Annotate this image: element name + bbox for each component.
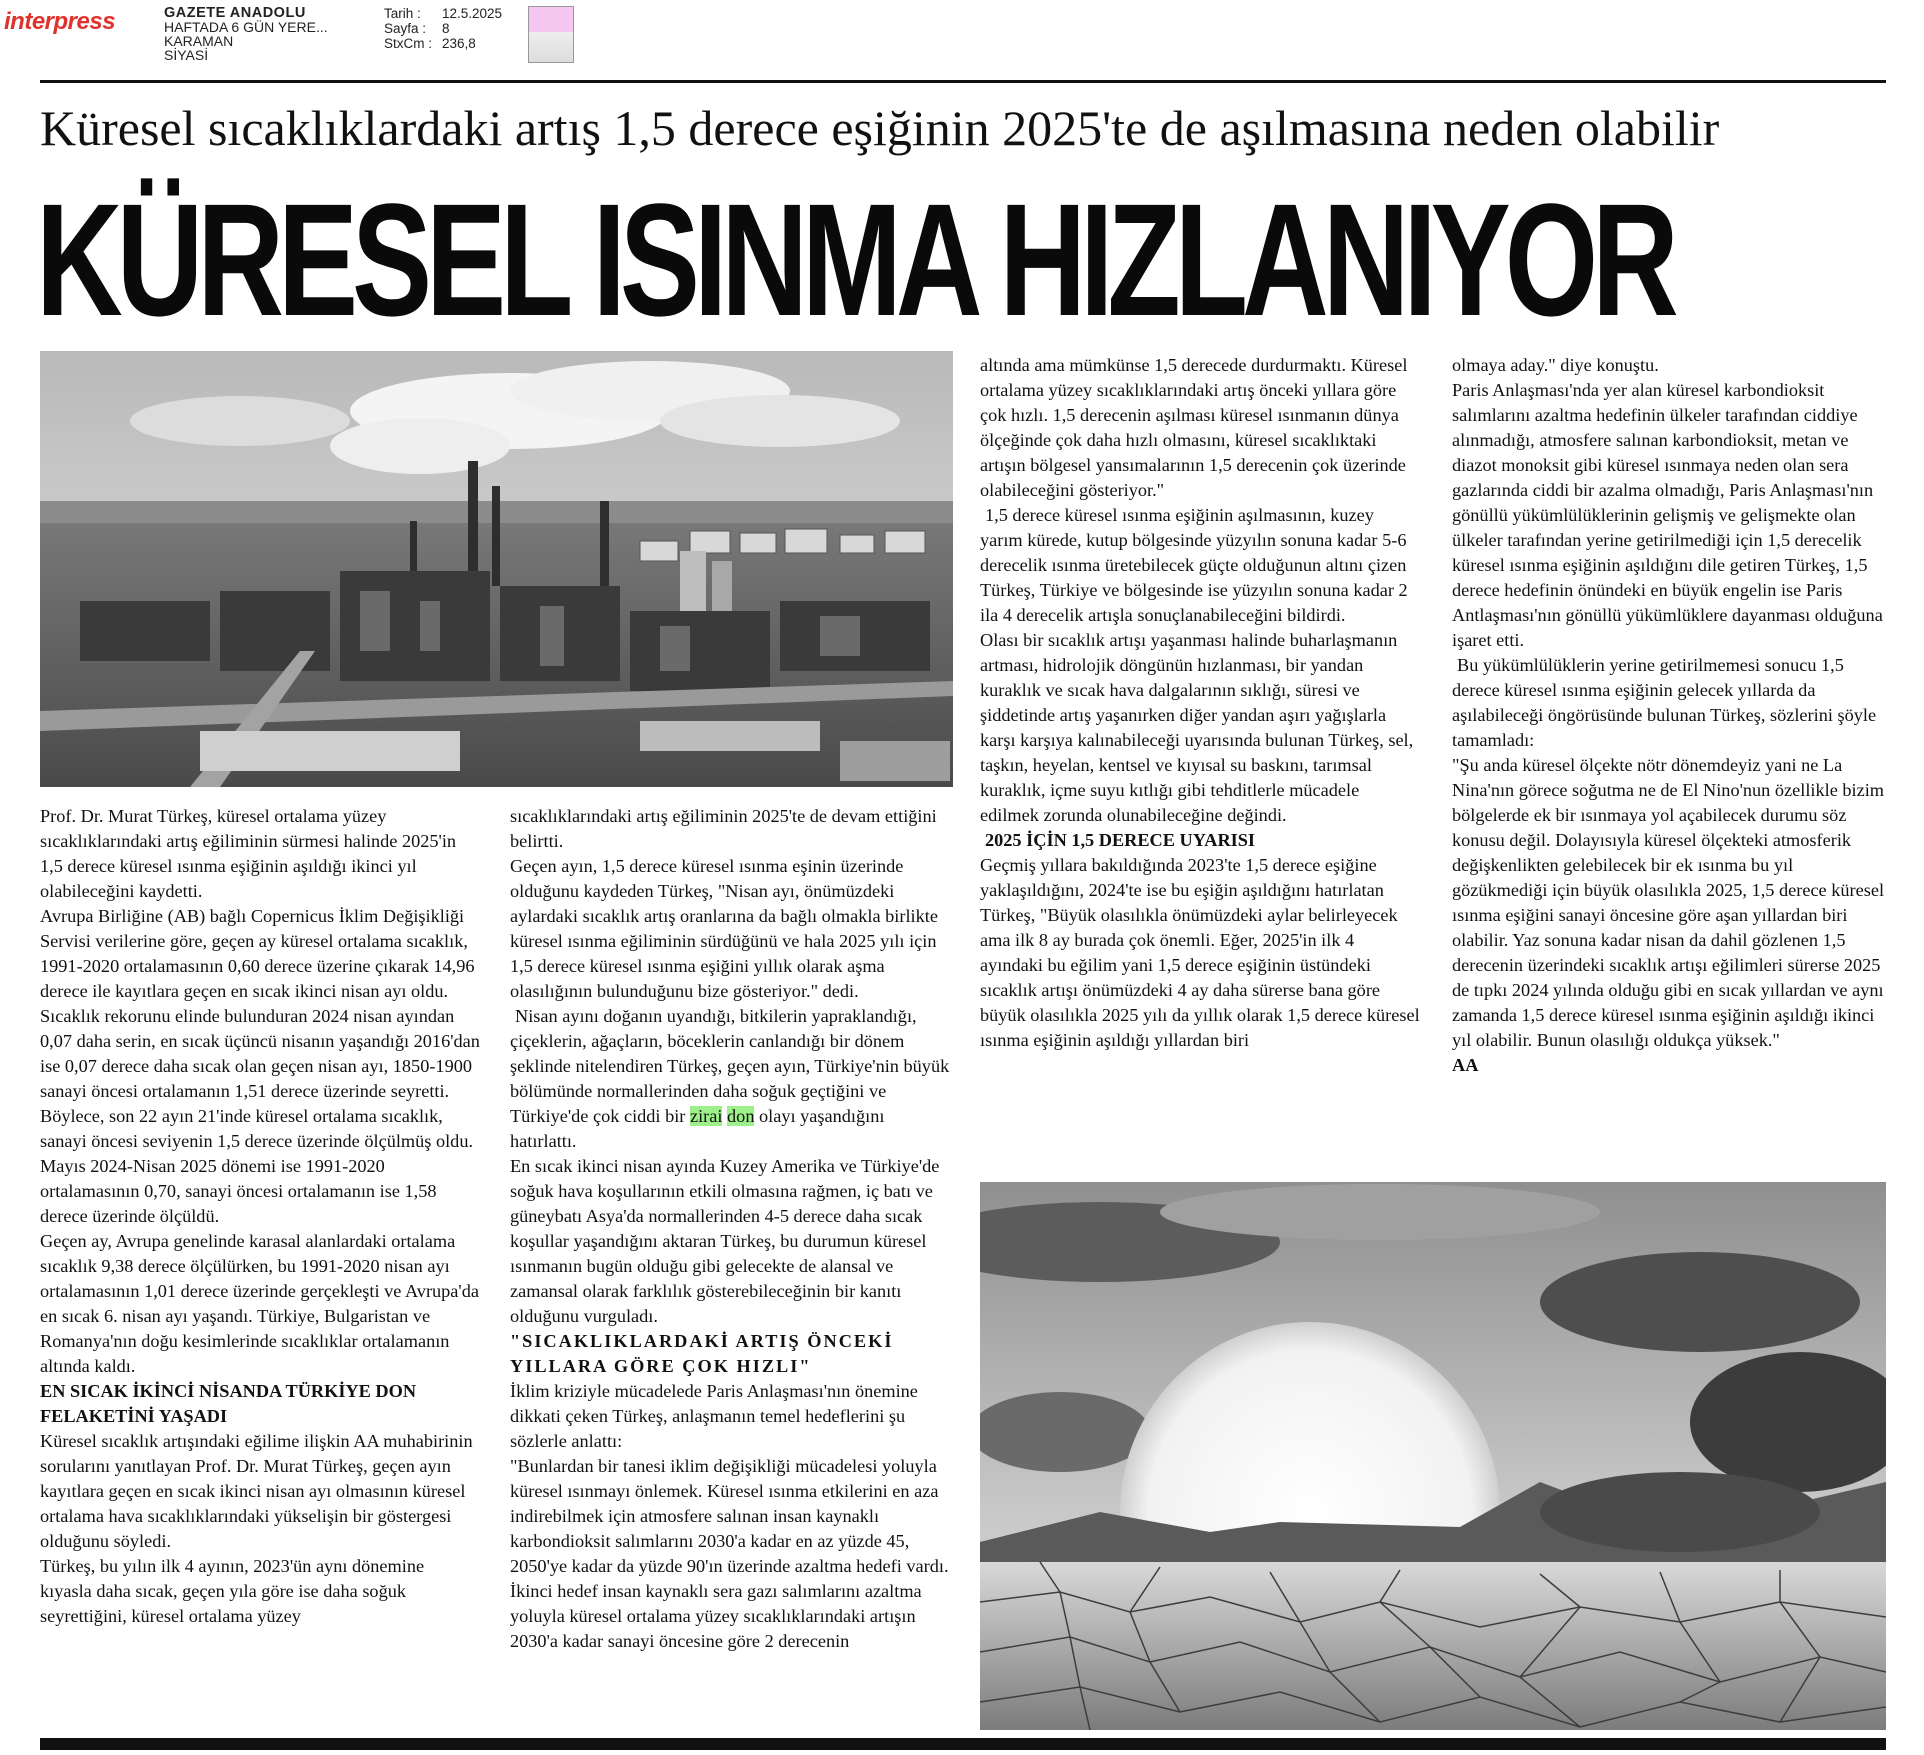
paragraph: Geçen ay, Avrupa genelinde karasal alanlardaki ortalama sıcaklık 9,38 derece ölçülürken, bu 1991-2020 nisan ayı ortalamasının 1,01 derece üzerinde gerçekleşti ve Avrupa'da en sıcak 6. nisan ayı yaşandı. Türkiye, Bulgaristan ve Romanya'nın doğu kesimlerinde sıcaklıklar ortalamanın altında kaldı. bbox=[40, 1231, 479, 1376]
subheading: EN SICAK İKİNCİ NİSANDA TÜRKİYE DON FELAKETİNİ YAŞADI bbox=[40, 1381, 417, 1426]
subheading: "SICAKLIKLARDAKİ ARTIŞ ÖNCEKİ YILLARA GÖRE ÇOK HIZLI" bbox=[510, 1331, 894, 1376]
top-rule bbox=[40, 80, 1886, 83]
paragraph: Türkeş, bu yılın ilk 4 ayının, 2023'ün aynı dönemine kıyasla daha sıcak, geçen yıla göre ise daha soğuk seyrettiğini, küresel ortalama yüzey bbox=[40, 1556, 425, 1626]
paragraph bbox=[510, 1004, 950, 1154]
interpress-logo: interpress bbox=[4, 8, 116, 35]
article-column-1 bbox=[40, 804, 480, 1629]
date-value: 12.5.2025 bbox=[442, 6, 503, 21]
highlighted-term: zirai bbox=[689, 1106, 723, 1126]
article-column-4 bbox=[1452, 353, 1892, 1078]
subheading: 2025 İÇİN 1,5 DERECE UYARISI bbox=[985, 830, 1256, 850]
stcm-label: StxCm : bbox=[384, 36, 433, 51]
refinery-photo bbox=[40, 351, 953, 787]
paragraph: olmaya aday." diye konuştu. bbox=[1452, 355, 1659, 375]
page-label: Sayfa : bbox=[384, 21, 427, 36]
paragraph: sıcaklıklarındaki artış eğiliminin 2025'te de devam ettiğini belirtti. bbox=[510, 806, 937, 851]
publication-frequency: HAFTADA 6 GÜN YERE... bbox=[164, 19, 328, 35]
page-value: 8 bbox=[442, 21, 450, 36]
paragraph: 1,5 derece küresel ısınma eşiğinin aşılmasının, kuzey yarım kürede, kutup bölgesinde yüzyılın sonuna kadar 5-6 derecelik ısınma üretebilecek güçte olduğunun altını çizen Türkeş, Türkiye ve bölgesinde ise yüzyılın sonuna kadar 2 ila 4 derecelik artışla sonuçlanabileceğini bildirdi. bbox=[980, 505, 1408, 625]
paragraph: Küresel sıcaklık artışındaki eğilime ilişkin AA muhabirinin sorularını yanıtlayan Prof. Dr. Murat Türkeş, geçen ayın kayıtlara geçen en sıcak ikinci nisan ayı olmasının küresel ortalama hava sıcaklıklarındaki yükselişin bir göstergesi olduğunu söyledi. bbox=[40, 1431, 473, 1551]
paragraph: Böylece, son 22 ayın 21'inde küresel ortalama sıcaklık, sanayi öncesi seviyenin 1,5 derece üzerinde ölçülmüş oldu. Mayıs 2024-Nisan 2025 dönemi ise 1991-2020 ortalamasının 0,70, sanayi öncesi ortalamanın ise 1,58 derece üzerinde ölçüldü. bbox=[40, 1106, 474, 1226]
article-column-3 bbox=[980, 353, 1420, 1053]
article-column-2 bbox=[510, 804, 950, 1654]
publication-city: KARAMAN bbox=[164, 33, 234, 49]
paragraph: Paris Anlaşması'nda yer alan küresel karbondioksit salımlarını azaltma hedefinin ülkeler tarafından ciddiye alınmadığı, atmosfere salınan karbondioksit, metan ve diazot monoksit gibi küresel ısınmaya neden olan sera gazlarında ciddi bir azalma olmadığı, Paris Anlaşması'nın gönüllü yükümlülüklerinin gelişmiş ve gelişmekte olan ülkeler tarafından yerine getirilmediği için 1,5 derecelik küresel ısınma eşiğinin aşıldığını dile getiren Türkeş, 1,5 derece hedefinin önündeki en büyük engelin ise Paris Antlaşması'nın gönüllü yükümlüklere dayanması olduğuna işaret etti. bbox=[1452, 380, 1883, 650]
paragraph: En sıcak ikinci nisan ayında Kuzey Amerika ve Türkiye'de soğuk hava koşullarının etkili olmasına rağmen, iç batı ve güneybatı Asya'da normallerinden 4-5 derece daha sıcak koşullar yaşandığını aktaran Türkeş, bu durumun küresel ısınmanın bugün olduğu gibi gelecekte de alansal ve zamansal olarak farklılık gösterebileceğinin bir kanıtı olduğunu vurguladı. bbox=[510, 1156, 940, 1326]
paragraph: Bu yükümlülüklerin yerine getirilmemesi sonucu 1,5 derece küresel ısınma eşiğinin gelecek yıllarda da aşılabileceği öngörüsünde bulunan Türkeş, sözlerini şöyle tamamladı: bbox=[1452, 655, 1877, 750]
byline: AA bbox=[1452, 1055, 1479, 1075]
paragraph-text: olayı yaşandığını hatırlattı. bbox=[510, 1106, 885, 1151]
publication-name: GAZETE ANADOLU bbox=[164, 5, 306, 21]
article-kicker: Küresel sıcaklıklardaki artış 1,5 derece eşiğinin 2025'te de aşılmasına neden olabilir bbox=[40, 100, 1720, 156]
clip-meta bbox=[164, 6, 328, 62]
paragraph: İklim kriziyle mücadelede Paris Anlaşması'nın önemine dikkati çeken Türkeş, anlaşmanın temel hedeflerini şu sözlerle anlattı: bbox=[510, 1381, 918, 1451]
paragraph: altında ama mümkünse 1,5 derecede durdurmaktı. Küresel ortalama yüzey sıcaklıklarındaki artış önceki yıllara göre çok hızlı. 1,5 derecenin aşılması küresel ısınmanın dünya ölçeğinde çok daha hızlı olmasını, küresel sıcaklıktaki artışın bölgesel yansımalarının 1,5 derecenin çok üzerinde olabileceğini gösteriyor." bbox=[980, 355, 1408, 500]
paragraph: Olası bir sıcaklık artışı yaşanması halinde buharlaşmanın artması, hidrolojik döngünün hızlanması, bir yandan kuraklık ve sıcak hava dalgalarının sıklığı, süresi ve şiddetinde artış yaşanırken diğer yandan aşırı yağışlarla karşı karşıya kalınabileceği uyarısında bulunan Türkeş, sel, taşkın, heyelan, kentsel ve kıyısal su baskını, tarımsal kuraklık, içme suyu kıtlığı gibi tehditlerle mücadele edilmek zorunda olunabileceğine değindi. bbox=[980, 630, 1414, 825]
date-label: Tarih : bbox=[384, 6, 421, 21]
paragraph: Geçmiş yıllara bakıldığında 2023'te 1,5 derece eşiğine yaklaşıldığını, 2024'te ise bu eşiğin aşıldığını hatırlatan Türkeş, "Büyük olasılıkla önümüzdeki aylar belirleyecek ama ilk 8 ay burada çok önemli. Eğer, 2025'in ilk 4 ayındaki bu eğilim yani 1,5 derece eşiğinin üstündeki sıcaklık artışı önümüzdeki 4 ay daha sürerse bana göre büyük olasılıkla 2025 yılı da yıllık olarak 1,5 derece küresel ısınma eşiğinin aşıldığı yıllardan biri bbox=[980, 855, 1420, 1050]
paragraph: Avrupa Birliğine (AB) bağlı Copernicus İklim Değişikliği Servisi verilerine göre, geçen ay küresel ortalama sıcaklık, 1991-2020 ortalamasının 0,60 derece üzerine çıkarak 14,96 derece ile kayıtlara geçen en sıcak ikinci nisan ayı oldu. Sıcaklık rekorunu elinde bulunduran 2024 nisan ayından 0,07 daha serin, en sıcak üçüncü nisanın yaşandığı 2016'dan ise 0,07 derece daha sıcak olan geçen nisan ayı, 1850-1900 sanayi öncesi ortalamanın 1,51 derece üzerinde seyretti. bbox=[40, 906, 480, 1101]
bottom-rule bbox=[40, 1738, 1886, 1750]
highlighted-term: don bbox=[727, 1106, 755, 1126]
page-thumbnail[interactable] bbox=[528, 6, 574, 63]
paragraph: Geçen ayın, 1,5 derece küresel ısınma eşinin üzerinde olduğunu kaydeden Türkeş, "Nisan ayı, önümüzdeki aylardaki sıcaklık artış oranlarına da bağlı olmakla birlikte küresel ısınma eğiliminin sürdüğünü ve hala 2025 yılı için 1,5 derece küresel ısınma eşiğini yıllık olarak aşma olasılığının bulunduğunu bize gösteriyor." dedi. bbox=[510, 856, 938, 1001]
paragraph-text: Nisan ayını doğanın uyandığı, bitkilerin yapraklandığı, çiçeklerin, ağaçların, böceklerin canlandığı bir dönem şeklinde nitelendiren Türkeş, geçen ayın, Türkiye'nin büyük bölümünde normallerinden daha soğuk geçtiğini ve Türkiye'de çok ciddi bir bbox=[510, 1006, 950, 1126]
paragraph: "Bunlardan bir tanesi iklim değişikliği mücadelesi yoluyla küresel ısınmayı önlemek. Küresel ısınma etkilerini en aza indirebilmek için atmosfere salınan insan kaynaklı karbondioksit salımlarını 2030'a kadar en az yüzde 45, 2050'ye kadar da yüzde 90'ın üzerinde azaltma hedefi vardı. İkinci hedef insan kaynaklı sera gazı salımlarını azaltma yoluyla küresel ortalama yüzey sıcaklıklarındaki artışın 2030'a kadar sanayi öncesine göre 2 derecenin bbox=[510, 1456, 949, 1651]
stcm-value: 236,8 bbox=[442, 36, 476, 51]
cracked-earth-sun-photo bbox=[980, 1182, 1886, 1730]
paragraph: Prof. Dr. Murat Türkeş, küresel ortalama yüzey sıcaklıklarındaki artış eğiliminin sürmesi halinde 2025'in 1,5 derece küresel ısınma eşiğinin aşıldığı ikinci yıl olabileceğini kaydetti. bbox=[40, 806, 457, 901]
paragraph: "Şu anda küresel ölçekte nötr dönemdeyiz yani ne La Nina'nın görece soğutma ne de El Nino'nun özellikle bizim bölgelerde ek bir ısınmaya yol açabilecek durumu söz konusu değil. Dolayısıyla küresel ölçekteki atmosferik değişkenlikten gelebilecek bir ek ısınma bu yıl gözükmediği için büyük olasılıkla 2025, 1,5 derece küresel ısınma eşiğini sanayi öncesine göre aşan yıllardan biri olabilir. Yaz sonuna kadar nisan da dahil gözlenen 1,5 derecenin üzerindeki sıcaklık artışı eğilimleri sürerse 2025 de tıpkı 2024 yılında olduğu gibi en sıcak yıllardan ve aynı zamanda 1,5 derece küresel ısınma eşiğinin aşıldığı ikinci yıl olabilir. Bunun olasılığı oldukça yüksek." bbox=[1452, 755, 1885, 1050]
clip-info bbox=[384, 6, 502, 51]
publication-category: SİYASİ bbox=[164, 47, 209, 63]
article-headline: KÜRESEL ISINMA HIZLANIYOR bbox=[36, 170, 1673, 349]
